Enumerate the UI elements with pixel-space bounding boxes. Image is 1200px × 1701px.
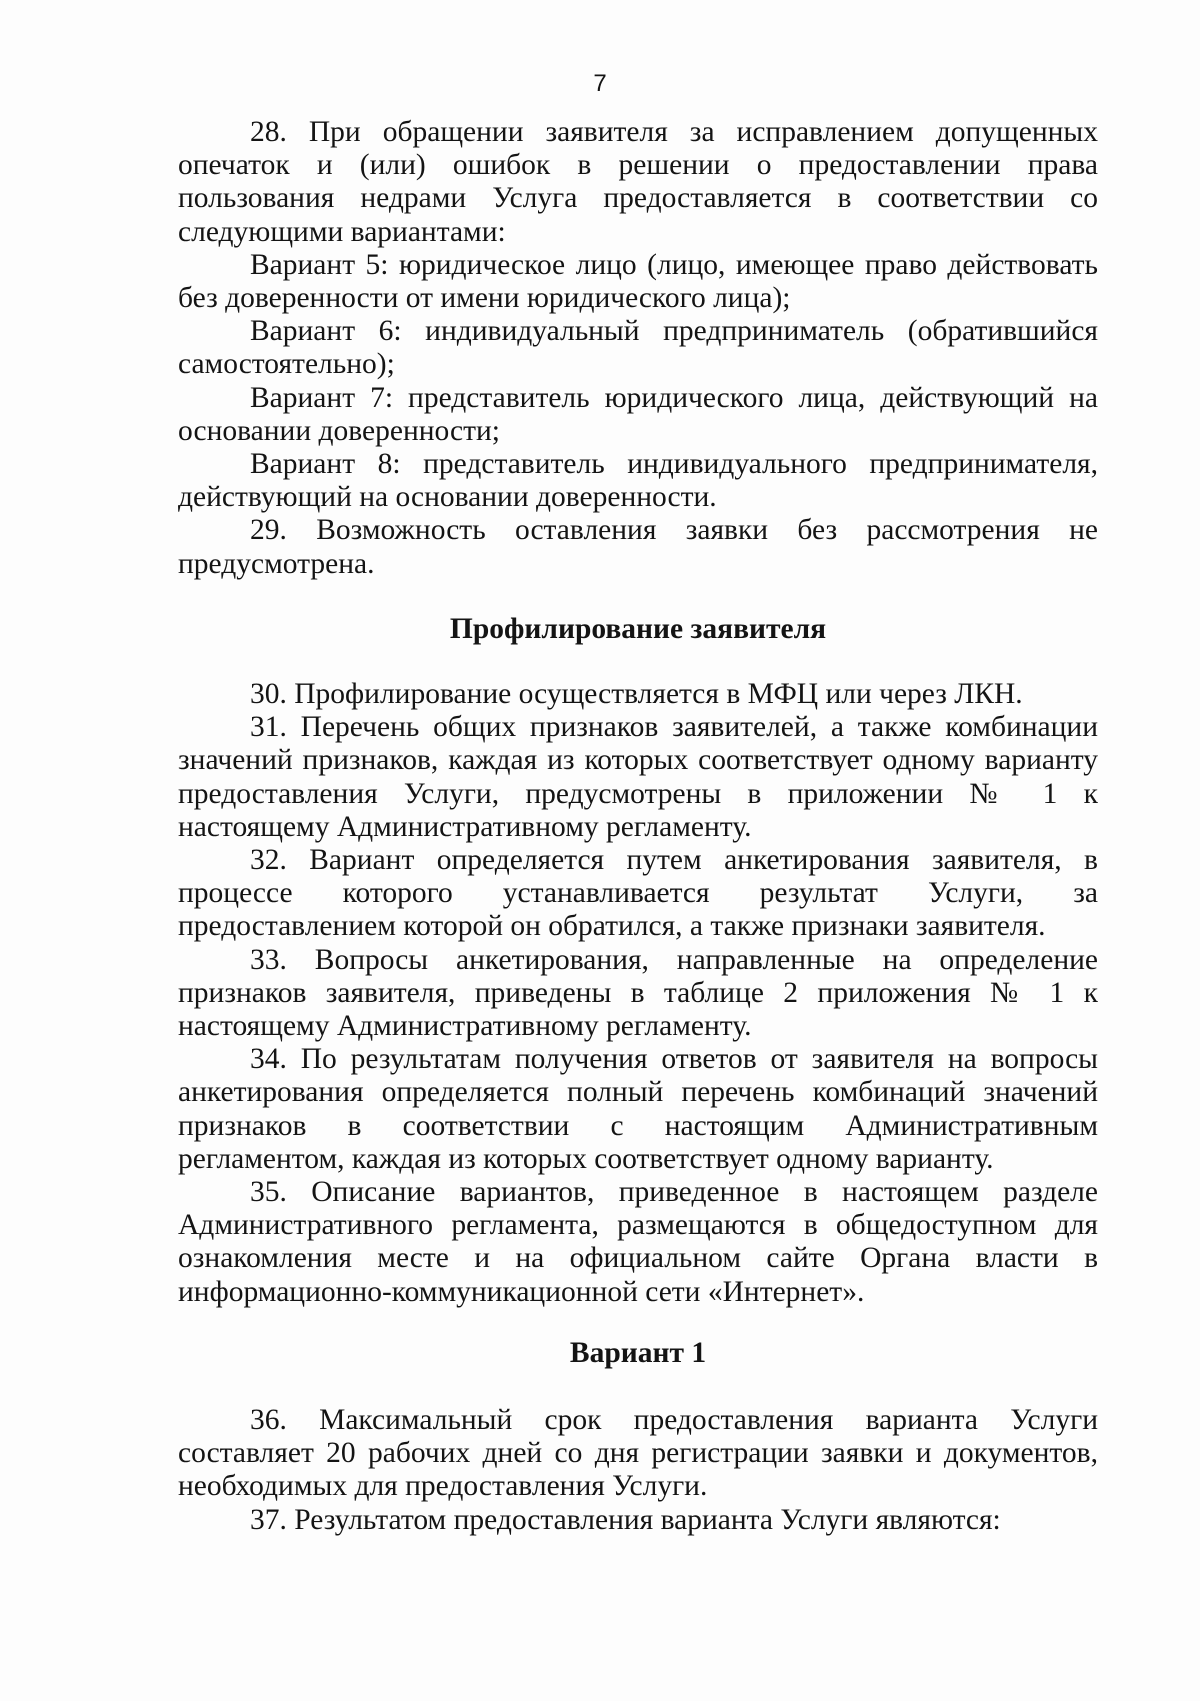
paragraph-33: 33. Вопросы анкетирования, направленные на определение признаков заявителя, приведены в таблице 2 приложения № 1 к настоящему Административному регламенту.	[178, 943, 1098, 1043]
paragraph-28: 28. При обращении заявителя за исправлением допущенных опечаток и (или) ошибок в решении о предоставлении права пользования недрами Услуга предоставляется в соответствии со следующими вариантами:	[178, 116, 1098, 248]
page-number: 7	[593, 70, 607, 97]
paragraph-34: 34. По результатам получения ответов от заявителя на вопросы анкетирования определяется полный перечень комбинаций значений признаков в соответствии с настоящим Административным регламентом, каждая из которых соответствует одному варианту.	[178, 1043, 1098, 1175]
paragraph-variant-5: Вариант 5: юридическое лицо (лицо, имеющее право действовать без доверенности от имени юридического лица);	[178, 248, 1098, 315]
paragraph-35: 35. Описание вариантов, приведенное в настоящем разделе Административного регламента, размещаются в общедоступном для ознакомления месте и на официальном сайте Органа власти в информационно-коммуникационной сети «Интернет».	[178, 1176, 1098, 1308]
section-profiling	[178, 678, 1098, 1309]
paragraph-32: 32. Вариант определяется путем анкетирования заявителя, в процессе которого устанавливается результат Услуги, за предоставлением которой он обратился, а также признаки заявителя.	[178, 844, 1098, 943]
section-variant-1	[178, 1404, 1098, 1537]
paragraph-36: 36. Максимальный срок предоставления варианта Услуги составляет 20 рабочих дней со дня регистрации заявки и документов, необходимых для предоставления Услуги.	[178, 1404, 1098, 1503]
paragraph-29: 29. Возможность оставления заявки без рассмотрения не предусмотрена.	[178, 514, 1098, 580]
heading-profiling: Профилирование заявителя	[449, 613, 827, 645]
paragraph-31: 31. Перечень общих признаков заявителей, а также комбинации значений признаков, каждая из которых соответствует одному варианту предоставления Услуги, предусмотрены в приложении № 1 к настоящему Административному регламенту.	[178, 711, 1098, 843]
paragraph-variant-7: Вариант 7: представитель юридического лица, действующий на основании доверенности;	[178, 381, 1098, 447]
paragraph-37: 37. Результатом предоставления варианта Услуги являются:	[250, 1503, 1001, 1536]
heading-variant-1: Вариант 1	[569, 1337, 707, 1369]
paragraph-variant-8: Вариант 8: представитель индивидуального предпринимателя, действующий на основании доверенности.	[178, 448, 1098, 514]
section-variants	[178, 116, 1098, 581]
paragraph-variant-6: Вариант 6: индивидуальный предприниматель (обратившийся самостоятельно);	[178, 315, 1098, 381]
paragraph-30: 30. Профилирование осуществляется в МФЦ или через ЛКН.	[250, 678, 1023, 710]
